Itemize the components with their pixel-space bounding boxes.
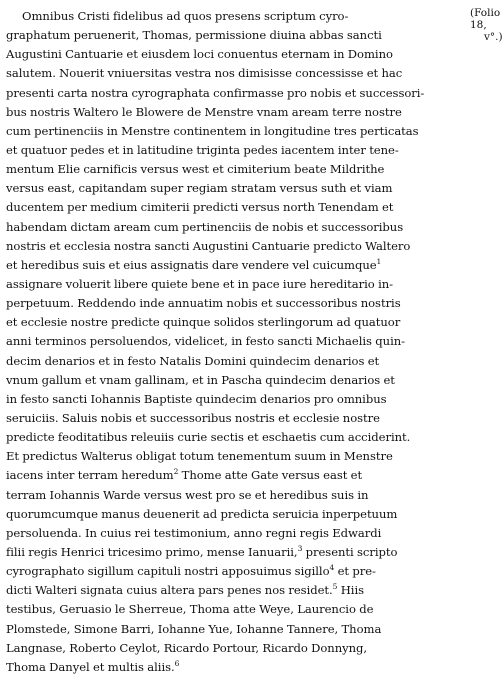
footnote-marker: 1 xyxy=(376,256,382,266)
text-line: versus east, capitandam super regiam stratam versus suth et viam xyxy=(6,181,393,196)
text-line: graphatum peruenerit, Thomas, permissione diuina abbas sancti xyxy=(6,28,382,43)
footnote-marker: 4 xyxy=(329,563,335,573)
text-line: anni terminos persoluendos, videlicet, in festo sancti Michaelis quin- xyxy=(6,334,406,349)
charter-text xyxy=(6,7,470,677)
text-line: cum pertinenciis in Menstre continentem in longitudine tres perticatas xyxy=(6,123,419,138)
text-segment: Thome atte Gate versus east et xyxy=(178,468,363,483)
text-line: persoluenda. In cuius rei testimonium, anno regni regis Edwardi xyxy=(6,525,382,540)
text-line: et ecclesie nostre predicte quinque solidos sterlingorum ad quatuor xyxy=(6,315,401,330)
text-segment: iacens inter terram heredum xyxy=(6,468,174,483)
text-line: presenti carta nostra cyrographata confirmasse pro nobis et successori- xyxy=(6,85,425,100)
folio-note-line-1: (Folio 18, xyxy=(470,7,501,31)
text-line xyxy=(6,562,470,581)
text-segment: filii regis Henrici tricesimo primo, mense Ianuarii, xyxy=(6,544,298,559)
text-line: et quatuor pedes et in latitudine triginta pedes iacentem inter tene- xyxy=(6,142,399,157)
text-segment: et pre- xyxy=(334,564,376,579)
text-line: bus nostris Waltero le Blowere de Menstre vnam aream terre nostre xyxy=(6,104,402,119)
text-line: terram Iohannis Warde versus west pro se et heredibus suis in xyxy=(6,487,369,502)
text-line: assignare voluerit libere quiete bene et in pace iure hereditario in- xyxy=(6,276,394,291)
text-line: mentum Elie carnificis versus west et cimiterium beate Mildrithe xyxy=(6,162,385,177)
text-line: habendam dictam aream cum pertinenciis de nobis et successoribus xyxy=(6,219,404,234)
text-line: perpetuum. Reddendo inde annuatim nobis et successoribus nostris xyxy=(6,296,401,311)
text-line: ducentem per medium cimiterii predicti versus north Tenendam et xyxy=(6,200,394,215)
text-line: testibus, Geruasio le Sherreue, Thoma atte Weye, Laurencio de xyxy=(6,602,374,617)
text-line: predicte feoditatibus releuiis curie sectis et eschaetis cum acciderint. xyxy=(6,430,411,445)
text-line: Et predictus Walterus obligat totum tenementum suum in Menstre xyxy=(6,449,393,464)
text-line: salutem. Nouerit vniuersitas vestra nos dimisisse concessisse et hac xyxy=(6,66,403,81)
text-line: Omnibus Cristi fidelibus ad quos presens scriptum cyro- xyxy=(22,9,349,23)
folio-margin-note xyxy=(470,7,503,43)
text-segment: dicti Walteri signata cuius altera pars penes nos residet. xyxy=(6,583,333,598)
text-line: decim denarios et in festo Natalis Domini quindecim denarios et xyxy=(6,353,380,368)
footnote-marker: 2 xyxy=(173,467,179,477)
text-line xyxy=(6,256,470,275)
text-line: Langnase, Roberto Ceylot, Ricardo Portour, Ricardo Donnyng, xyxy=(6,640,368,655)
text-segment: presenti scripto xyxy=(302,544,398,559)
text-segment: Thoma Danyel et multis aliis. xyxy=(6,659,175,674)
footnote-marker: 3 xyxy=(297,544,303,554)
text-line: Augustini Cantuarie et eiusdem loci conuentus eternam in Domino xyxy=(6,47,393,62)
text-line: quorumcumque manus deuenerit ad predicta seruicia inperpetuum xyxy=(6,506,398,521)
text-segment: et heredibus suis et eius assignatis dare vendere vel cuicumque xyxy=(6,257,377,272)
text-line xyxy=(6,466,470,485)
text-segment: Hiis xyxy=(337,583,365,598)
footnote-marker: 6 xyxy=(174,658,180,668)
text-line: vnum gallum et vnam gallinam, et in Pascha quindecim denarios et xyxy=(6,372,395,387)
text-segment: cyrographato sigillum capituli nostri apposuimus sigillo xyxy=(6,564,330,579)
text-line: nostris et ecclesia nostra sancti Augustini Cantuarie predicto Waltero xyxy=(6,238,411,253)
footnote-marker: 5 xyxy=(332,582,338,592)
text-line: in festo sancti Iohannis Baptiste quindecim denarios pro omnibus xyxy=(6,391,387,406)
text-line xyxy=(6,581,470,600)
text-line: seruiciis. Saluis nobis et successoribus nostris et ecclesie nostre xyxy=(6,410,380,425)
text-line xyxy=(6,658,470,677)
text-line: Plomstede, Simone Barri, Iohanne Yue, Iohanne Tannere, Thoma xyxy=(6,621,382,636)
folio-note-line-2: v°.) xyxy=(484,31,503,43)
text-line xyxy=(6,543,470,562)
